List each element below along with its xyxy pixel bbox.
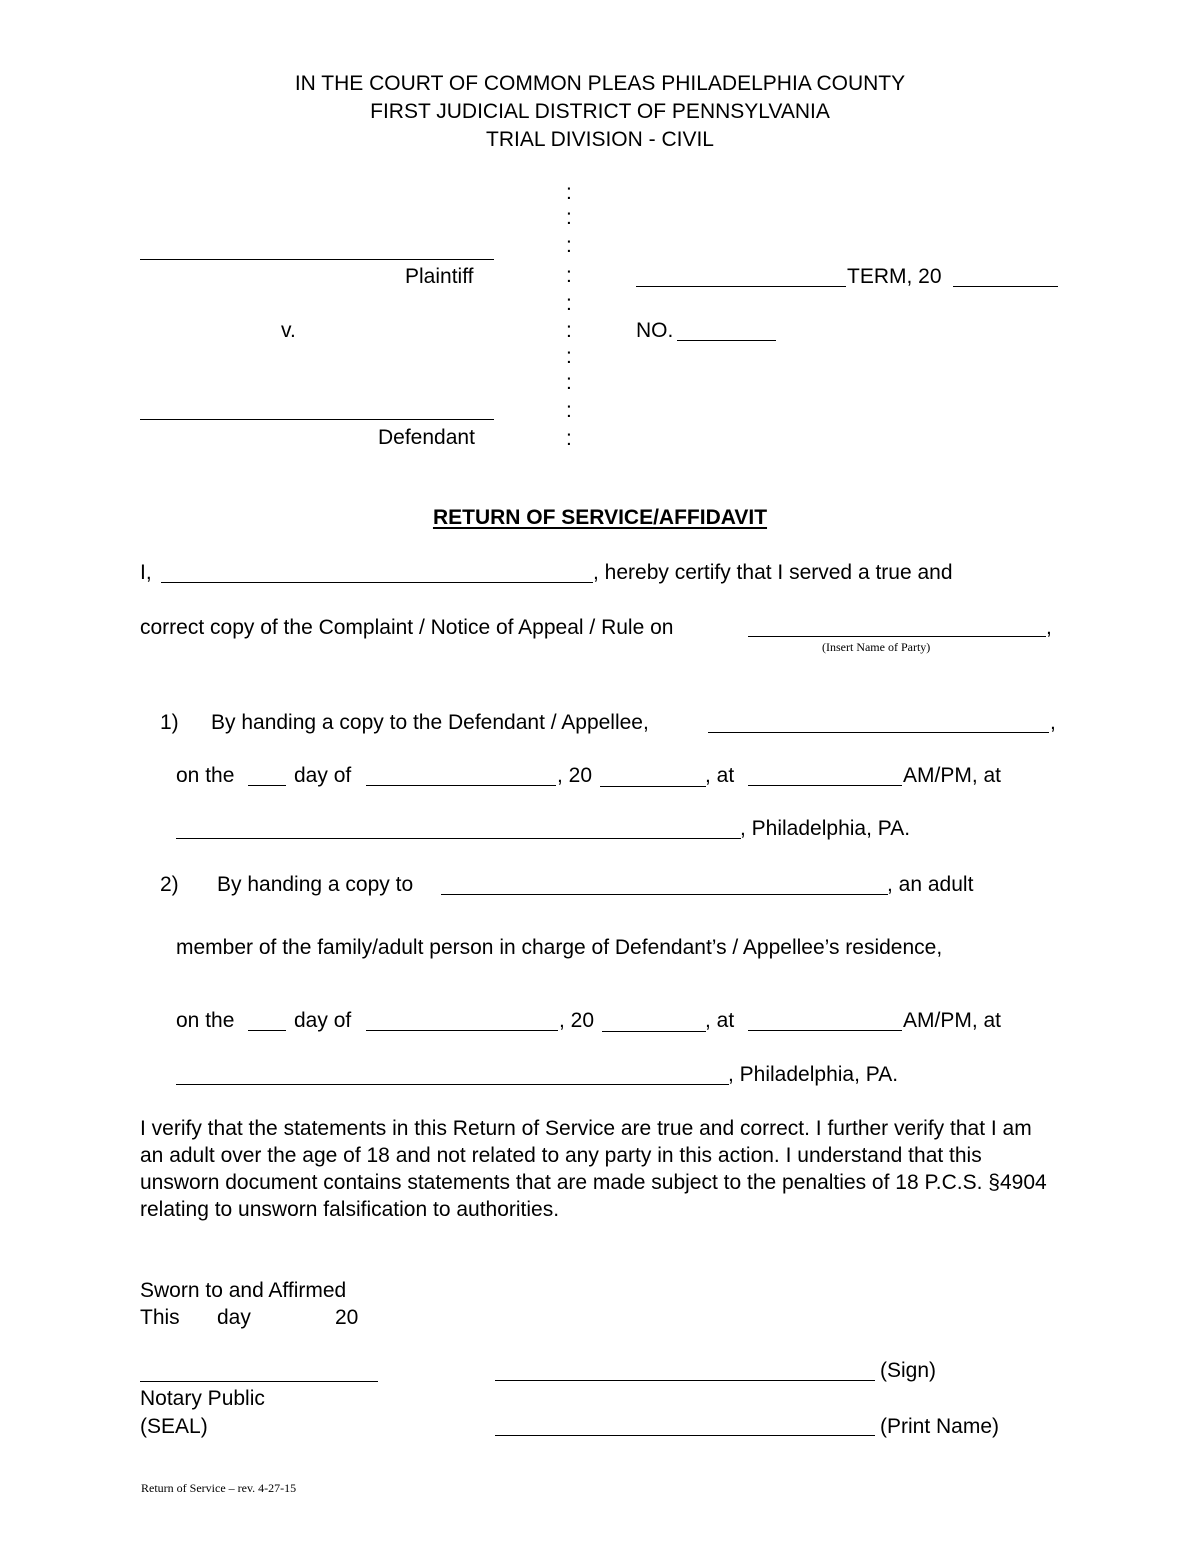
plaintiff-name-line[interactable] [140, 259, 494, 260]
caption-colon: : [566, 206, 572, 229]
method2-text: By handing a copy to [217, 873, 414, 896]
method2-ampm: AM/PM, at [903, 1009, 1002, 1032]
method2-location: , Philadelphia, PA. [728, 1063, 899, 1086]
sworn-line1: Sworn to and Affirmed [140, 1279, 347, 1302]
method2-adult: , an adult [887, 873, 974, 896]
method2-at: , at [705, 1009, 735, 1032]
verification-paragraph: I verify that the statements in this Return of Service are true and correct. I further verify that I am an adult over the age of 18 and not related to any party in this action. I understand that this unsworn document contains statements that are made subject to the penalties of 18 P.C.S. §4904 relating to unsworn falsification to authorities. [140, 1117, 1047, 1221]
caption-colon: : [566, 319, 572, 342]
plaintiff-label: Plaintiff [405, 265, 474, 288]
versus-label: v. [281, 319, 296, 342]
method2-day-blank[interactable] [248, 1030, 286, 1031]
certify-prefix: I, [140, 561, 152, 584]
caption-colon: : [566, 345, 572, 368]
court-header-line1: IN THE COURT OF COMMON PLEAS PHILADELPHIA COUNTY [294, 72, 906, 95]
sign-line[interactable] [495, 1380, 875, 1381]
method1-ampm: AM/PM, at [903, 764, 1002, 787]
method2-month-blank[interactable] [366, 1030, 558, 1031]
term-label: TERM, 20 [847, 265, 942, 288]
caption-colon: : [566, 399, 572, 422]
certify-line2: correct copy of the Complaint / Notice of Appeal / Rule on [140, 616, 674, 639]
caption-colon: : [566, 427, 572, 450]
method1-comma: , [1050, 711, 1056, 734]
method2-address-blank[interactable] [176, 1084, 729, 1085]
notary-public-label: Notary Public [140, 1387, 265, 1410]
form-revision-footer: Return of Service – rev. 4-27-15 [141, 1481, 297, 1495]
method1-month-blank[interactable] [366, 785, 556, 786]
method1-at: , at [705, 764, 735, 787]
caption-colon: : [566, 292, 572, 315]
sign-label: (Sign) [880, 1359, 937, 1382]
method1-time-blank[interactable] [748, 785, 902, 786]
method1-on-the: on the [176, 764, 235, 787]
method1-text: By handing a copy to the Defendant / Appellee, [211, 711, 649, 734]
method2-year-blank[interactable] [602, 1031, 706, 1032]
sworn-this: This [140, 1306, 180, 1329]
method2-day-of: day of [294, 1009, 352, 1032]
defendant-label: Defendant [378, 426, 475, 449]
caption-colon: : [566, 371, 572, 394]
document-title: RETURN OF SERVICE/AFFIDAVIT [432, 506, 768, 529]
certify-line2-comma: , [1046, 616, 1052, 639]
method1-day-of: day of [294, 764, 352, 787]
sworn-day: day [217, 1306, 251, 1329]
party-name-blank[interactable] [748, 636, 1046, 637]
court-header-line2: FIRST JUDICIAL DISTRICT OF PENNSYLVANIA [370, 100, 830, 123]
number-label: NO. [636, 319, 674, 342]
caption-colon: : [566, 181, 572, 204]
party-name-hint: (Insert Name of Party) [822, 640, 931, 654]
caption-colon: : [566, 234, 572, 257]
term-blank[interactable] [636, 286, 846, 287]
method1-location: , Philadelphia, PA. [740, 817, 911, 840]
method1-defendant-blank[interactable] [708, 732, 1049, 733]
method2-member: member of the family/adult person in charge of Defendant’s / Appellee’s residence, [176, 936, 943, 959]
caption-colon: : [566, 264, 572, 287]
method1-year-blank[interactable] [600, 786, 706, 787]
seal-label: (SEAL) [140, 1415, 208, 1438]
method2-time-blank[interactable] [748, 1030, 902, 1031]
method2-number: 2) [160, 873, 179, 896]
number-blank[interactable] [677, 340, 776, 341]
method2-year-prefix: , 20 [559, 1009, 595, 1032]
term-year-blank[interactable] [953, 286, 1058, 287]
method1-year-prefix: , 20 [557, 764, 593, 787]
print-name-label: (Print Name) [880, 1415, 1000, 1438]
court-header-line3: TRIAL DIVISION - CIVIL [486, 128, 714, 151]
print-name-line[interactable] [495, 1435, 875, 1436]
method1-number: 1) [160, 711, 179, 734]
defendant-name-line[interactable] [140, 419, 494, 420]
method1-address-blank[interactable] [176, 838, 741, 839]
method2-on-the: on the [176, 1009, 235, 1032]
notary-signature-line[interactable] [140, 1381, 378, 1382]
method1-day-blank[interactable] [248, 785, 286, 786]
certify-suffix: , hereby certify that I served a true and [593, 561, 953, 584]
server-name-blank[interactable] [161, 582, 593, 583]
method2-person-blank[interactable] [441, 894, 888, 895]
sworn-year: 20 [335, 1306, 359, 1329]
